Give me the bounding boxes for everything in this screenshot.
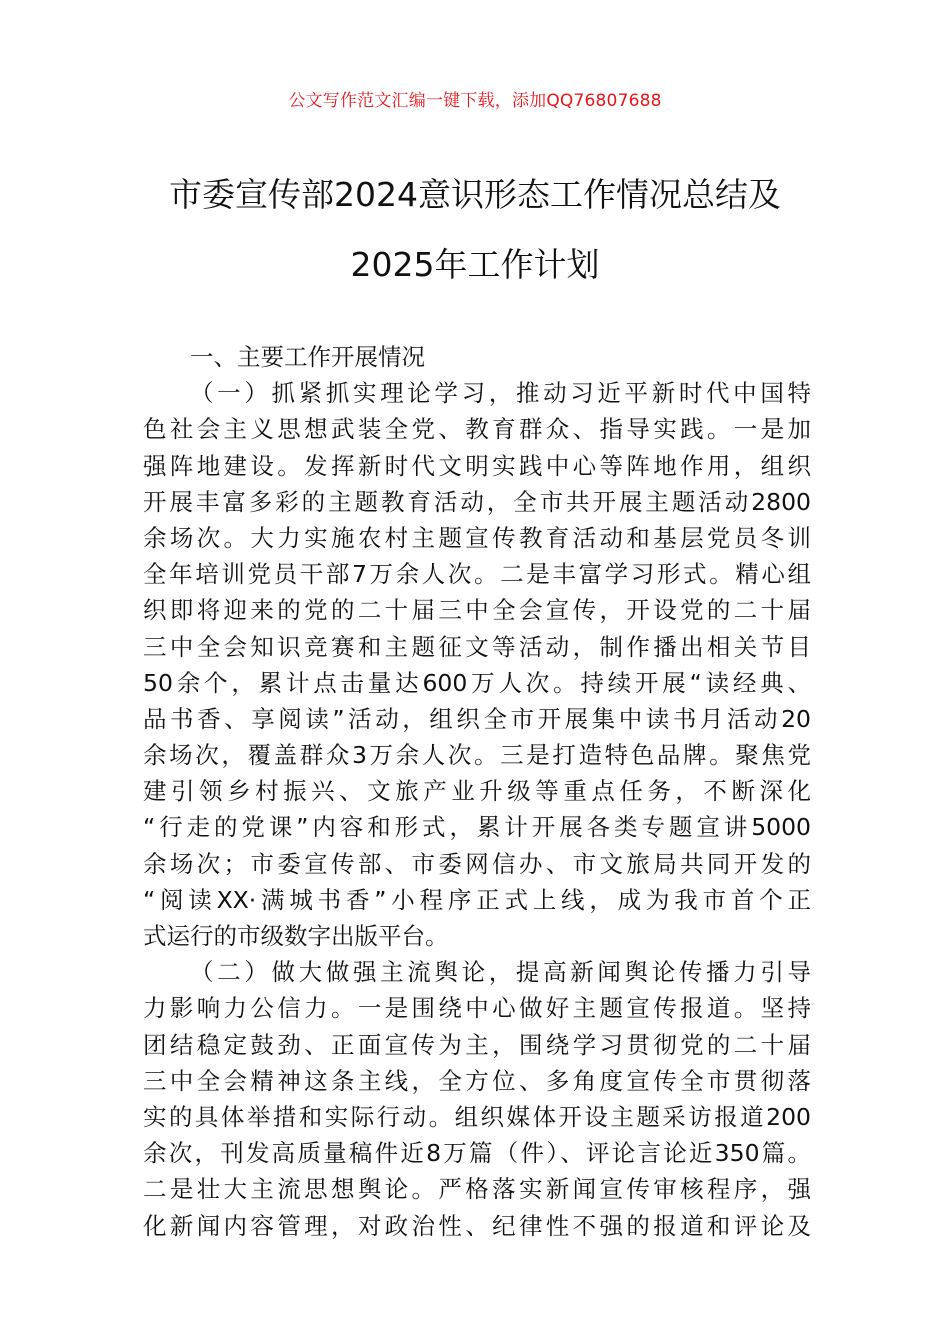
paragraph-line: 余场次。大力实施农村主题宣传教育活动和基层党员冬训 <box>143 523 811 552</box>
paragraph-line: 力影响力公信力。一是围绕中心做好主题宣传报道。坚持 <box>143 994 811 1023</box>
paragraph-line: 全年培训党员干部7万余人次。二是丰富学习形式。精心组 <box>143 560 811 589</box>
title-line-2: 2025年工作计划 <box>350 245 600 284</box>
paragraph-line: 余次，刊发高质量稿件近8万篇（件）、评论言论近350篇。 <box>143 1139 811 1168</box>
paragraph-line: 化新闻内容管理，对政治性、纪律性不强的报道和评论及 <box>143 1211 811 1240</box>
paragraph-line: 品书香、享阅读”活动，组织全市开展集中读书月活动20 <box>143 704 811 733</box>
paragraph-line: 三中全会知识竞赛和主题征文等活动，制作播出相关节目 <box>143 632 811 661</box>
title-line-1: 市委宣传部2024意识形态工作情况总结及 <box>169 175 781 214</box>
paragraph-line: 织即将迎来的党的二十届三中全会宣传，开设党的二十届 <box>143 596 811 625</box>
promo-banner: 公文写作范文汇编一键下载，添加QQ76807688 <box>288 91 662 111</box>
paragraph-line: （一）抓紧抓实理论学习，推动习近平新时代中国特 <box>190 379 811 408</box>
paragraph-line: “行走的党课”内容和形式，累计开展各类专题宣讲5000 <box>143 813 811 842</box>
paragraph-line: （二）做大做强主流舆论，提高新闻舆论传播力引导 <box>190 958 811 987</box>
paragraph-line: 二是壮大主流思想舆论。严格落实新闻宣传审核程序，强 <box>143 1175 811 1204</box>
paragraph-line: “阅读XX·满城书香”小程序正式上线，成为我市首个正 <box>143 885 811 914</box>
paragraph-line: 三中全会精神这条主线，全方位、多角度宣传全市贯彻落 <box>143 1066 811 1095</box>
paragraph-line: 团结稳定鼓劲、正面宣传为主，围绕学习贯彻党的二十届 <box>143 1030 811 1059</box>
section-heading: 一、主要工作开展情况 <box>190 343 425 371</box>
paragraph-line: 实的具体举措和实际行动。组织媒体开设主题采访报道200 <box>143 1102 811 1131</box>
document-body <box>143 339 811 1244</box>
paragraph-line: 式运行的市级数字出版平台。 <box>143 922 449 950</box>
paragraph-line: 建引领乡村振兴、文旅产业升级等重点任务，不断深化 <box>143 777 811 806</box>
document-title <box>60 160 890 300</box>
paragraph-line: 50余个，累计点击量达600万人次。持续开展“读经典、 <box>143 668 811 697</box>
paragraph-line: 余场次，覆盖群众3万余人次。三是打造特色品牌。聚焦党 <box>143 741 811 770</box>
paragraph-line: 余场次；市委宣传部、市委网信办、市文旅局共同开发的 <box>143 849 811 878</box>
paragraph-line: 色社会主义思想武装全党、教育群众、指导实践。一是加 <box>143 415 811 444</box>
paragraph-line: 强阵地建设。发挥新时代文明实践中心等阵地作用，组织 <box>143 451 811 480</box>
paragraph-line: 开展丰富多彩的主题教育活动，全市共开展主题活动2800 <box>143 487 811 516</box>
